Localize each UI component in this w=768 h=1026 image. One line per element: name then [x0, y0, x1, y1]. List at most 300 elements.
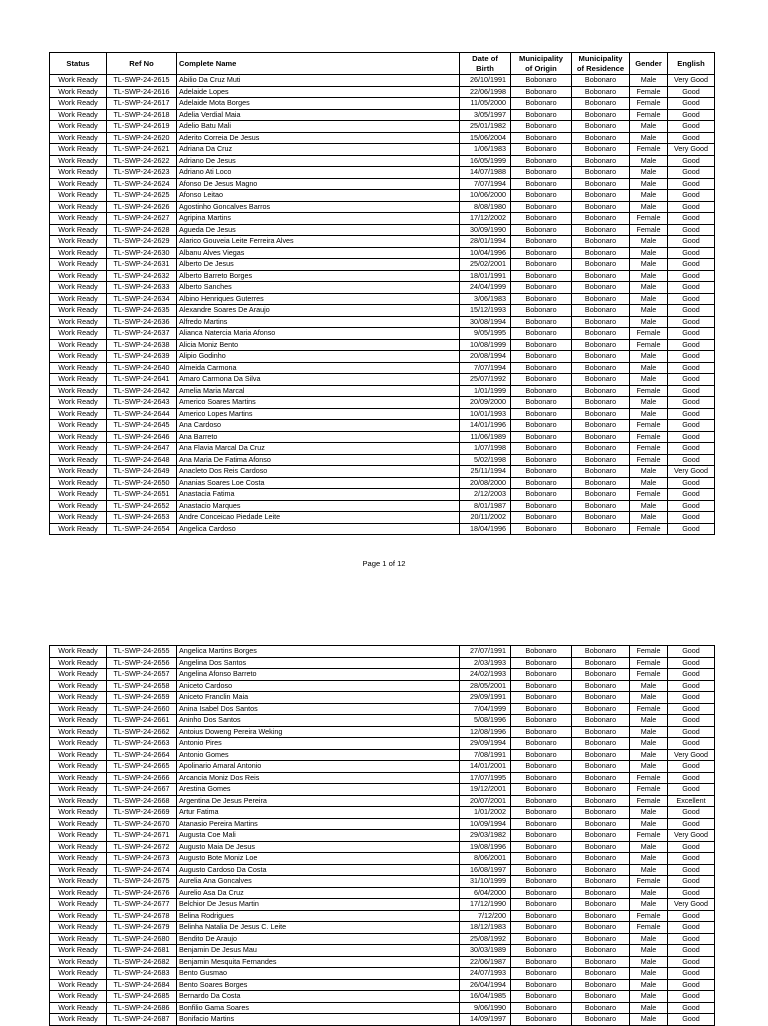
municipality-residence-cell: Bobonaro [572, 738, 630, 750]
gender-cell: Male [630, 374, 668, 386]
english-cell: Good [668, 397, 715, 409]
municipality-origin-cell: Bobonaro [511, 646, 572, 658]
status-cell: Work Ready [50, 397, 107, 409]
municipality-origin-cell: Bobonaro [511, 420, 572, 432]
status-cell: Work Ready [50, 523, 107, 535]
municipality-residence-cell: Bobonaro [572, 155, 630, 167]
municipality-residence-cell: Bobonaro [572, 841, 630, 853]
gender-cell: Female [630, 910, 668, 922]
ref-no-cell: TL-SWP-24-2687 [107, 1014, 177, 1026]
municipality-origin-cell: Bobonaro [511, 282, 572, 294]
municipality-origin-cell: Bobonaro [511, 772, 572, 784]
date-of-birth-cell: 16/08/1997 [460, 864, 511, 876]
ref-no-cell: TL-SWP-24-2633 [107, 282, 177, 294]
municipality-origin-cell: Bobonaro [511, 247, 572, 259]
header-municipality-origin: Municipality of Origin [511, 53, 572, 75]
ref-no-cell: TL-SWP-24-2629 [107, 236, 177, 248]
status-cell: Work Ready [50, 1002, 107, 1014]
status-cell: Work Ready [50, 270, 107, 282]
gender-cell: Male [630, 500, 668, 512]
municipality-origin-cell: Bobonaro [511, 236, 572, 248]
status-cell: Work Ready [50, 167, 107, 179]
gender-cell: Female [630, 772, 668, 784]
english-cell: Good [668, 454, 715, 466]
municipality-residence-cell: Bobonaro [572, 362, 630, 374]
gender-cell: Female [630, 420, 668, 432]
status-cell: Work Ready [50, 761, 107, 773]
english-cell: Good [668, 991, 715, 1003]
ref-no-cell: TL-SWP-24-2618 [107, 109, 177, 121]
english-cell: Good [668, 956, 715, 968]
table-row [50, 420, 715, 432]
table-row [50, 86, 715, 98]
ref-no-cell: TL-SWP-24-2628 [107, 224, 177, 236]
municipality-origin-cell: Bobonaro [511, 692, 572, 704]
date-of-birth-cell: 14/01/2001 [460, 761, 511, 773]
ref-no-cell: TL-SWP-24-2686 [107, 1002, 177, 1014]
complete-name-cell: Alberto Barreto Borges [177, 270, 460, 282]
table-row [50, 178, 715, 190]
gender-cell: Male [630, 807, 668, 819]
table-row [50, 305, 715, 317]
date-of-birth-cell: 15/12/1993 [460, 305, 511, 317]
ref-no-cell: TL-SWP-24-2627 [107, 213, 177, 225]
municipality-residence-cell: Bobonaro [572, 703, 630, 715]
municipality-residence-cell: Bobonaro [572, 646, 630, 658]
complete-name-cell: Belinha Natalia De Jesus C. Leite [177, 922, 460, 934]
municipality-origin-cell: Bobonaro [511, 121, 572, 133]
complete-name-cell: Augusto Bote Moniz Loe [177, 853, 460, 865]
municipality-residence-cell: Bobonaro [572, 443, 630, 455]
status-cell: Work Ready [50, 715, 107, 727]
municipality-residence-cell: Bobonaro [572, 899, 630, 911]
complete-name-cell: Albino Henriques Guterres [177, 293, 460, 305]
municipality-origin-cell: Bobonaro [511, 109, 572, 121]
status-cell: Work Ready [50, 316, 107, 328]
status-cell: Work Ready [50, 408, 107, 420]
ref-no-cell: TL-SWP-24-2623 [107, 167, 177, 179]
municipality-origin-cell: Bobonaro [511, 830, 572, 842]
gender-cell: Male [630, 979, 668, 991]
table-row [50, 945, 715, 957]
date-of-birth-cell: 18/04/1996 [460, 523, 511, 535]
ref-no-cell: TL-SWP-24-2672 [107, 841, 177, 853]
municipality-origin-cell: Bobonaro [511, 86, 572, 98]
date-of-birth-cell: 9/05/1995 [460, 328, 511, 340]
status-cell: Work Ready [50, 282, 107, 294]
complete-name-cell: Alberto Sanches [177, 282, 460, 294]
gender-cell: Male [630, 282, 668, 294]
complete-name-cell: Ana Barreto [177, 431, 460, 443]
gender-cell: Male [630, 167, 668, 179]
municipality-residence-cell: Bobonaro [572, 454, 630, 466]
table-row [50, 132, 715, 144]
complete-name-cell: Anastacia Fatima [177, 489, 460, 501]
gender-cell: Female [630, 385, 668, 397]
gender-cell: Male [630, 956, 668, 968]
english-cell: Good [668, 167, 715, 179]
status-cell: Work Ready [50, 121, 107, 133]
gender-cell: Male [630, 841, 668, 853]
complete-name-cell: Arestina Gomes [177, 784, 460, 796]
header-gender: Gender [630, 53, 668, 75]
ref-no-cell: TL-SWP-24-2642 [107, 385, 177, 397]
municipality-residence-cell: Bobonaro [572, 431, 630, 443]
gender-cell: Male [630, 305, 668, 317]
status-cell: Work Ready [50, 899, 107, 911]
ref-no-cell: TL-SWP-24-2671 [107, 830, 177, 842]
complete-name-cell: Benjamin Mesquita Fernandes [177, 956, 460, 968]
ref-no-cell: TL-SWP-24-2657 [107, 669, 177, 681]
municipality-origin-cell: Bobonaro [511, 956, 572, 968]
english-cell: Very Good [668, 899, 715, 911]
municipality-origin-cell: Bobonaro [511, 887, 572, 899]
date-of-birth-cell: 8/01/1987 [460, 500, 511, 512]
municipality-residence-cell: Bobonaro [572, 339, 630, 351]
municipality-origin-cell: Bobonaro [511, 991, 572, 1003]
complete-name-cell: Anastacio Marques [177, 500, 460, 512]
municipality-origin-cell: Bobonaro [511, 339, 572, 351]
complete-name-cell: Aniceto Cardoso [177, 680, 460, 692]
english-cell: Good [668, 259, 715, 271]
english-cell: Good [668, 316, 715, 328]
table-row [50, 293, 715, 305]
municipality-residence-cell: Bobonaro [572, 178, 630, 190]
date-of-birth-cell: 12/08/1996 [460, 726, 511, 738]
ref-no-cell: TL-SWP-24-2663 [107, 738, 177, 750]
english-cell: Good [668, 385, 715, 397]
date-of-birth-cell: 17/07/1995 [460, 772, 511, 784]
municipality-origin-cell: Bobonaro [511, 431, 572, 443]
table-header [50, 53, 715, 75]
gender-cell: Male [630, 132, 668, 144]
date-of-birth-cell: 19/12/2001 [460, 784, 511, 796]
english-cell: Good [668, 726, 715, 738]
gender-cell: Female [630, 646, 668, 658]
english-cell: Good [668, 477, 715, 489]
gender-cell: Male [630, 680, 668, 692]
date-of-birth-cell: 25/11/1994 [460, 466, 511, 478]
date-of-birth-cell: 2/03/1993 [460, 657, 511, 669]
english-cell: Good [668, 224, 715, 236]
english-cell: Good [668, 362, 715, 374]
gender-cell: Male [630, 351, 668, 363]
ref-no-cell: TL-SWP-24-2661 [107, 715, 177, 727]
municipality-origin-cell: Bobonaro [511, 466, 572, 478]
table-row [50, 772, 715, 784]
status-cell: Work Ready [50, 841, 107, 853]
ref-no-cell: TL-SWP-24-2620 [107, 132, 177, 144]
status-cell: Work Ready [50, 466, 107, 478]
date-of-birth-cell: 26/04/1994 [460, 979, 511, 991]
complete-name-cell: Aniceto Franclin Maia [177, 692, 460, 704]
table-row [50, 443, 715, 455]
complete-name-cell: Afonso Leitao [177, 190, 460, 202]
gender-cell: Male [630, 1002, 668, 1014]
gender-cell: Male [630, 933, 668, 945]
complete-name-cell: Americo Lopes Martins [177, 408, 460, 420]
ref-no-cell: TL-SWP-24-2645 [107, 420, 177, 432]
ref-no-cell: TL-SWP-24-2673 [107, 853, 177, 865]
gender-cell: Male [630, 864, 668, 876]
english-cell: Good [668, 669, 715, 681]
complete-name-cell: Anacleto Dos Reis Cardoso [177, 466, 460, 478]
english-cell: Good [668, 657, 715, 669]
ref-no-cell: TL-SWP-24-2682 [107, 956, 177, 968]
municipality-residence-cell: Bobonaro [572, 956, 630, 968]
table-row [50, 489, 715, 501]
date-of-birth-cell: 30/09/1990 [460, 224, 511, 236]
municipality-origin-cell: Bobonaro [511, 351, 572, 363]
municipality-residence-cell: Bobonaro [572, 420, 630, 432]
table-row [50, 761, 715, 773]
municipality-origin-cell: Bobonaro [511, 715, 572, 727]
complete-name-cell: Arcancia Moniz Dos Reis [177, 772, 460, 784]
municipality-origin-cell: Bobonaro [511, 1002, 572, 1014]
english-cell: Good [668, 408, 715, 420]
ref-no-cell: TL-SWP-24-2638 [107, 339, 177, 351]
complete-name-cell: Adriano Ati Loco [177, 167, 460, 179]
municipality-origin-cell: Bobonaro [511, 489, 572, 501]
gender-cell: Female [630, 224, 668, 236]
municipality-origin-cell: Bobonaro [511, 876, 572, 888]
complete-name-cell: Bendito De Araujo [177, 933, 460, 945]
municipality-origin-cell: Bobonaro [511, 132, 572, 144]
ref-no-cell: TL-SWP-24-2648 [107, 454, 177, 466]
complete-name-cell: Argentina De Jesus Pereira [177, 795, 460, 807]
gender-cell: Female [630, 339, 668, 351]
table-row [50, 657, 715, 669]
english-cell: Good [668, 121, 715, 133]
table-row [50, 454, 715, 466]
date-of-birth-cell: 3/05/1997 [460, 109, 511, 121]
ref-no-cell: TL-SWP-24-2634 [107, 293, 177, 305]
ref-no-cell: TL-SWP-24-2616 [107, 86, 177, 98]
municipality-residence-cell: Bobonaro [572, 305, 630, 317]
english-cell: Very Good [668, 466, 715, 478]
english-cell: Good [668, 512, 715, 524]
table-row [50, 224, 715, 236]
complete-name-cell: Adriana Da Cruz [177, 144, 460, 156]
municipality-origin-cell: Bobonaro [511, 316, 572, 328]
gender-cell: Male [630, 155, 668, 167]
complete-name-cell: Apolinario Amaral Antonio [177, 761, 460, 773]
candidate-table-page-2 [49, 645, 715, 1026]
complete-name-cell: Adelaide Mota Borges [177, 98, 460, 110]
gender-cell: Male [630, 853, 668, 865]
complete-name-cell: Alfredo Martins [177, 316, 460, 328]
status-cell: Work Ready [50, 830, 107, 842]
table-row [50, 236, 715, 248]
municipality-residence-cell: Bobonaro [572, 968, 630, 980]
table-row [50, 956, 715, 968]
status-cell: Work Ready [50, 703, 107, 715]
municipality-residence-cell: Bobonaro [572, 853, 630, 865]
status-cell: Work Ready [50, 876, 107, 888]
municipality-residence-cell: Bobonaro [572, 945, 630, 957]
status-cell: Work Ready [50, 86, 107, 98]
municipality-origin-cell: Bobonaro [511, 795, 572, 807]
table-row [50, 213, 715, 225]
date-of-birth-cell: 28/05/2001 [460, 680, 511, 692]
gender-cell: Male [630, 201, 668, 213]
table-row [50, 121, 715, 133]
table-row [50, 270, 715, 282]
complete-name-cell: Angelica Cardoso [177, 523, 460, 535]
complete-name-cell: Aurelia Ana Goncalves [177, 876, 460, 888]
status-cell: Work Ready [50, 420, 107, 432]
ref-no-cell: TL-SWP-24-2655 [107, 646, 177, 658]
gender-cell: Female [630, 795, 668, 807]
english-cell: Good [668, 132, 715, 144]
municipality-residence-cell: Bobonaro [572, 1014, 630, 1026]
municipality-residence-cell: Bobonaro [572, 991, 630, 1003]
gender-cell: Female [630, 523, 668, 535]
status-cell: Work Ready [50, 910, 107, 922]
english-cell: Good [668, 1014, 715, 1026]
table-row [50, 351, 715, 363]
complete-name-cell: Alianca Natercia Maria Afonso [177, 328, 460, 340]
date-of-birth-cell: 10/08/1999 [460, 339, 511, 351]
status-cell: Work Ready [50, 201, 107, 213]
complete-name-cell: Americo Soares Martins [177, 397, 460, 409]
english-cell: Good [668, 351, 715, 363]
english-cell: Good [668, 213, 715, 225]
ref-no-cell: TL-SWP-24-2621 [107, 144, 177, 156]
table-row [50, 864, 715, 876]
status-cell: Work Ready [50, 374, 107, 386]
english-cell: Good [668, 910, 715, 922]
date-of-birth-cell: 18/01/1991 [460, 270, 511, 282]
status-cell: Work Ready [50, 431, 107, 443]
complete-name-cell: Agripina Martins [177, 213, 460, 225]
ref-no-cell: TL-SWP-24-2677 [107, 899, 177, 911]
complete-name-cell: Artur Fatima [177, 807, 460, 819]
header-ref-no: Ref No [107, 53, 177, 75]
complete-name-cell: Afonso De Jesus Magno [177, 178, 460, 190]
status-cell: Work Ready [50, 293, 107, 305]
status-cell: Work Ready [50, 807, 107, 819]
status-cell: Work Ready [50, 489, 107, 501]
municipality-origin-cell: Bobonaro [511, 864, 572, 876]
date-of-birth-cell: 30/08/1994 [460, 316, 511, 328]
municipality-origin-cell: Bobonaro [511, 500, 572, 512]
table-row [50, 282, 715, 294]
ref-no-cell: TL-SWP-24-2676 [107, 887, 177, 899]
header-complete-name: Complete Name [177, 53, 460, 75]
english-cell: Good [668, 489, 715, 501]
english-cell: Good [668, 443, 715, 455]
status-cell: Work Ready [50, 772, 107, 784]
date-of-birth-cell: 20/07/2001 [460, 795, 511, 807]
municipality-origin-cell: Bobonaro [511, 144, 572, 156]
gender-cell: Male [630, 726, 668, 738]
ref-no-cell: TL-SWP-24-2640 [107, 362, 177, 374]
municipality-residence-cell: Bobonaro [572, 236, 630, 248]
status-cell: Work Ready [50, 500, 107, 512]
ref-no-cell: TL-SWP-24-2654 [107, 523, 177, 535]
table-body-page-2 [50, 646, 715, 1026]
gender-cell: Female [630, 876, 668, 888]
complete-name-cell: Bernardo Da Costa [177, 991, 460, 1003]
municipality-origin-cell: Bobonaro [511, 669, 572, 681]
table-row [50, 500, 715, 512]
table-row [50, 784, 715, 796]
date-of-birth-cell: 8/06/2001 [460, 853, 511, 865]
gender-cell: Male [630, 692, 668, 704]
complete-name-cell: Belchior De Jesus Martin [177, 899, 460, 911]
gender-cell: Male [630, 397, 668, 409]
complete-name-cell: Angelica Martins Borges [177, 646, 460, 658]
complete-name-cell: Aninho Dos Santos [177, 715, 460, 727]
complete-name-cell: Aurelio Asa Da Cruz [177, 887, 460, 899]
municipality-residence-cell: Bobonaro [572, 726, 630, 738]
gender-cell: Female [630, 144, 668, 156]
status-cell: Work Ready [50, 98, 107, 110]
english-cell: Good [668, 305, 715, 317]
table-row [50, 397, 715, 409]
municipality-origin-cell: Bobonaro [511, 190, 572, 202]
english-cell: Good [668, 236, 715, 248]
english-cell: Good [668, 339, 715, 351]
status-cell: Work Ready [50, 385, 107, 397]
status-cell: Work Ready [50, 818, 107, 830]
municipality-residence-cell: Bobonaro [572, 98, 630, 110]
date-of-birth-cell: 20/08/1994 [460, 351, 511, 363]
date-of-birth-cell: 10/06/2000 [460, 190, 511, 202]
gender-cell: Male [630, 247, 668, 259]
date-of-birth-cell: 24/02/1993 [460, 669, 511, 681]
table-row [50, 408, 715, 420]
ref-no-cell: TL-SWP-24-2680 [107, 933, 177, 945]
english-cell: Good [668, 270, 715, 282]
complete-name-cell: Alexandre Soares De Araujo [177, 305, 460, 317]
table-row [50, 899, 715, 911]
status-cell: Work Ready [50, 692, 107, 704]
ref-no-cell: TL-SWP-24-2641 [107, 374, 177, 386]
municipality-origin-cell: Bobonaro [511, 397, 572, 409]
municipality-residence-cell: Bobonaro [572, 316, 630, 328]
table-row [50, 466, 715, 478]
status-cell: Work Ready [50, 224, 107, 236]
english-cell: Good [668, 374, 715, 386]
gender-cell: Male [630, 899, 668, 911]
date-of-birth-cell: 6/04/2000 [460, 887, 511, 899]
municipality-origin-cell: Bobonaro [511, 374, 572, 386]
municipality-residence-cell: Bobonaro [572, 86, 630, 98]
municipality-origin-cell: Bobonaro [511, 454, 572, 466]
municipality-residence-cell: Bobonaro [572, 374, 630, 386]
complete-name-cell: Adelia Verdial Maia [177, 109, 460, 121]
english-cell: Good [668, 178, 715, 190]
municipality-residence-cell: Bobonaro [572, 109, 630, 121]
gender-cell: Male [630, 190, 668, 202]
gender-cell: Male [630, 408, 668, 420]
table-row [50, 155, 715, 167]
municipality-origin-cell: Bobonaro [511, 201, 572, 213]
municipality-residence-cell: Bobonaro [572, 910, 630, 922]
table-row [50, 910, 715, 922]
ref-no-cell: TL-SWP-24-2679 [107, 922, 177, 934]
complete-name-cell: Alarico Gouveia Leite Ferreira Alves [177, 236, 460, 248]
municipality-residence-cell: Bobonaro [572, 657, 630, 669]
gender-cell: Male [630, 991, 668, 1003]
ref-no-cell: TL-SWP-24-2626 [107, 201, 177, 213]
english-cell: Good [668, 201, 715, 213]
municipality-origin-cell: Bobonaro [511, 657, 572, 669]
table-row [50, 109, 715, 121]
ref-no-cell: TL-SWP-24-2670 [107, 818, 177, 830]
